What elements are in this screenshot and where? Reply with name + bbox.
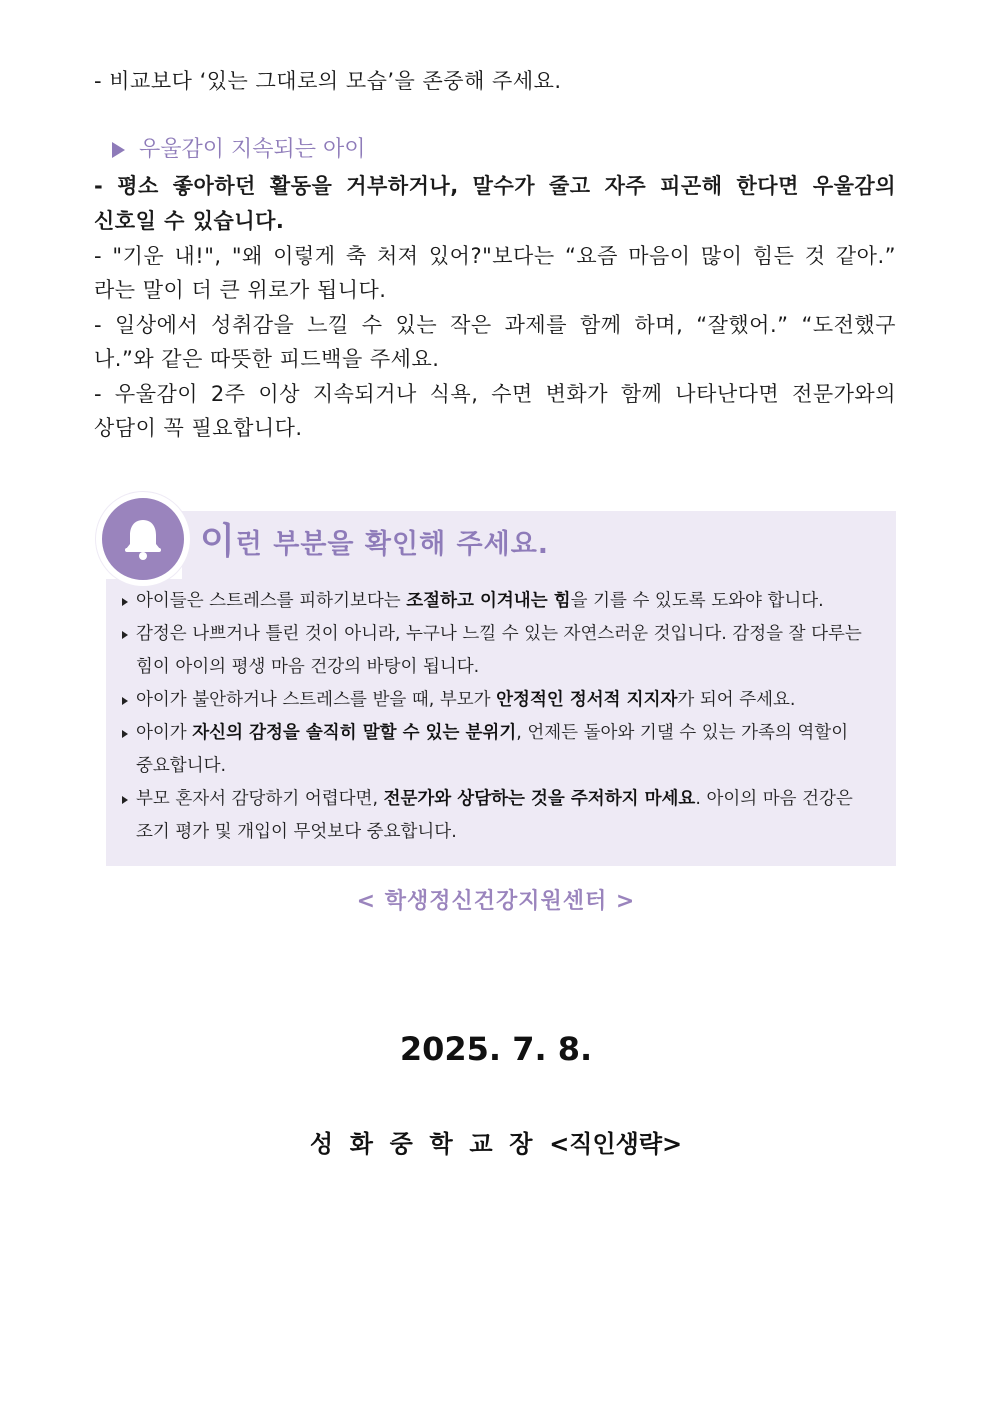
callout-bullets — [120, 585, 890, 849]
bullet-emphasis: 전문가와 상담하는 것을 주저하지 마세요 — [383, 789, 696, 809]
section-line: 나.”와 같은 따뜻한 피드백을 주세요. — [94, 347, 440, 371]
triangle-bullet-icon — [112, 142, 125, 158]
document-date: 2025. 7. 8. — [399, 1030, 593, 1068]
bullet-text: 아이가 — [136, 723, 193, 743]
callout-bullet — [120, 618, 890, 684]
callout-bullet — [120, 684, 890, 717]
bullet-text: 부모 혼자서 감당하기 어렵다면, — [136, 789, 384, 809]
bullet-emphasis: 조절하고 이겨내는 힘 — [406, 591, 571, 611]
bullet-text: . 아이의 마음 건강은 — [695, 789, 853, 809]
bullet-emphasis: 자신의 감정을 솔직히 말할 수 있는 분위기 — [192, 723, 517, 743]
section-line: - "기운 내!", "왜 이렇게 축 처져 있어?"보다는 “요즘 마음이 많이 힘든 것 같아.” — [94, 244, 896, 268]
support-center-name: < 학생정신건강지원센터 > — [356, 889, 636, 914]
bullet-text: 아이들은 스트레스를 피하기보다는 — [136, 591, 407, 611]
bullet-text: 아이가 불안하거나 스트레스를 받을 때, 부모가 — [136, 690, 497, 710]
callout-bullet — [120, 585, 890, 618]
section-line: 신호일 수 있습니다. — [94, 209, 285, 233]
principal-signature: 성 화 중 학 교 장 <직인생략> — [309, 1130, 683, 1158]
callout-title-first: 이 — [200, 521, 236, 562]
bullet-text: 가 되어 주세요. — [677, 690, 796, 710]
section-line: - 일상에서 성취감을 느낄 수 있는 작은 과제를 함께 하며, “잘했어.” “도전했구 — [94, 313, 896, 337]
section-line: - 평소 좋아하던 활동을 거부하거나, 말수가 줄고 자주 피곤해 한다면 우울감의 — [94, 174, 896, 198]
bullet-continuation: 조기 평가 및 개입이 무엇보다 중요합니다. — [136, 822, 457, 842]
callout-bullet — [120, 717, 890, 783]
bullet-text: , 언제든 돌아와 기댈 수 있는 가족의 역할이 — [516, 723, 849, 743]
bullet-continuation: 힘이 아이의 평생 마음 건강의 바탕이 됩니다. — [136, 657, 480, 677]
callout-bullet — [120, 783, 890, 849]
bell-badge — [96, 492, 190, 586]
callout-title — [200, 522, 549, 565]
bullet-text: 을 기를 수 있도록 도와야 합니다. — [570, 591, 824, 611]
bell-icon — [121, 516, 165, 560]
bullet-emphasis: 안정적인 정서적 지지자 — [496, 690, 678, 710]
bullet-continuation: 중요합니다. — [136, 756, 227, 776]
section-heading — [112, 133, 366, 167]
section-line: 상담이 꼭 필요합니다. — [94, 416, 303, 440]
callout-title-rest: 런 부분을 확인해 주세요. — [235, 529, 550, 560]
intro-line: - 비교보다 ‘있는 그대로의 모습’을 존중해 주세요. — [94, 69, 562, 93]
bullet-text: 감정은 나쁘거나 틀린 것이 아니라, 누구나 느낄 수 있는 자연스러운 것입니다. 감정을 잘 다루는 — [136, 624, 862, 644]
section-heading-text: 우울감이 지속되는 아이 — [139, 137, 366, 162]
section-line: - 우울감이 2주 이상 지속되거나 식욕, 수면 변화가 함께 나타난다면 전문가와의 — [94, 382, 896, 406]
section-line: 라는 말이 더 큰 위로가 됩니다. — [94, 278, 387, 302]
